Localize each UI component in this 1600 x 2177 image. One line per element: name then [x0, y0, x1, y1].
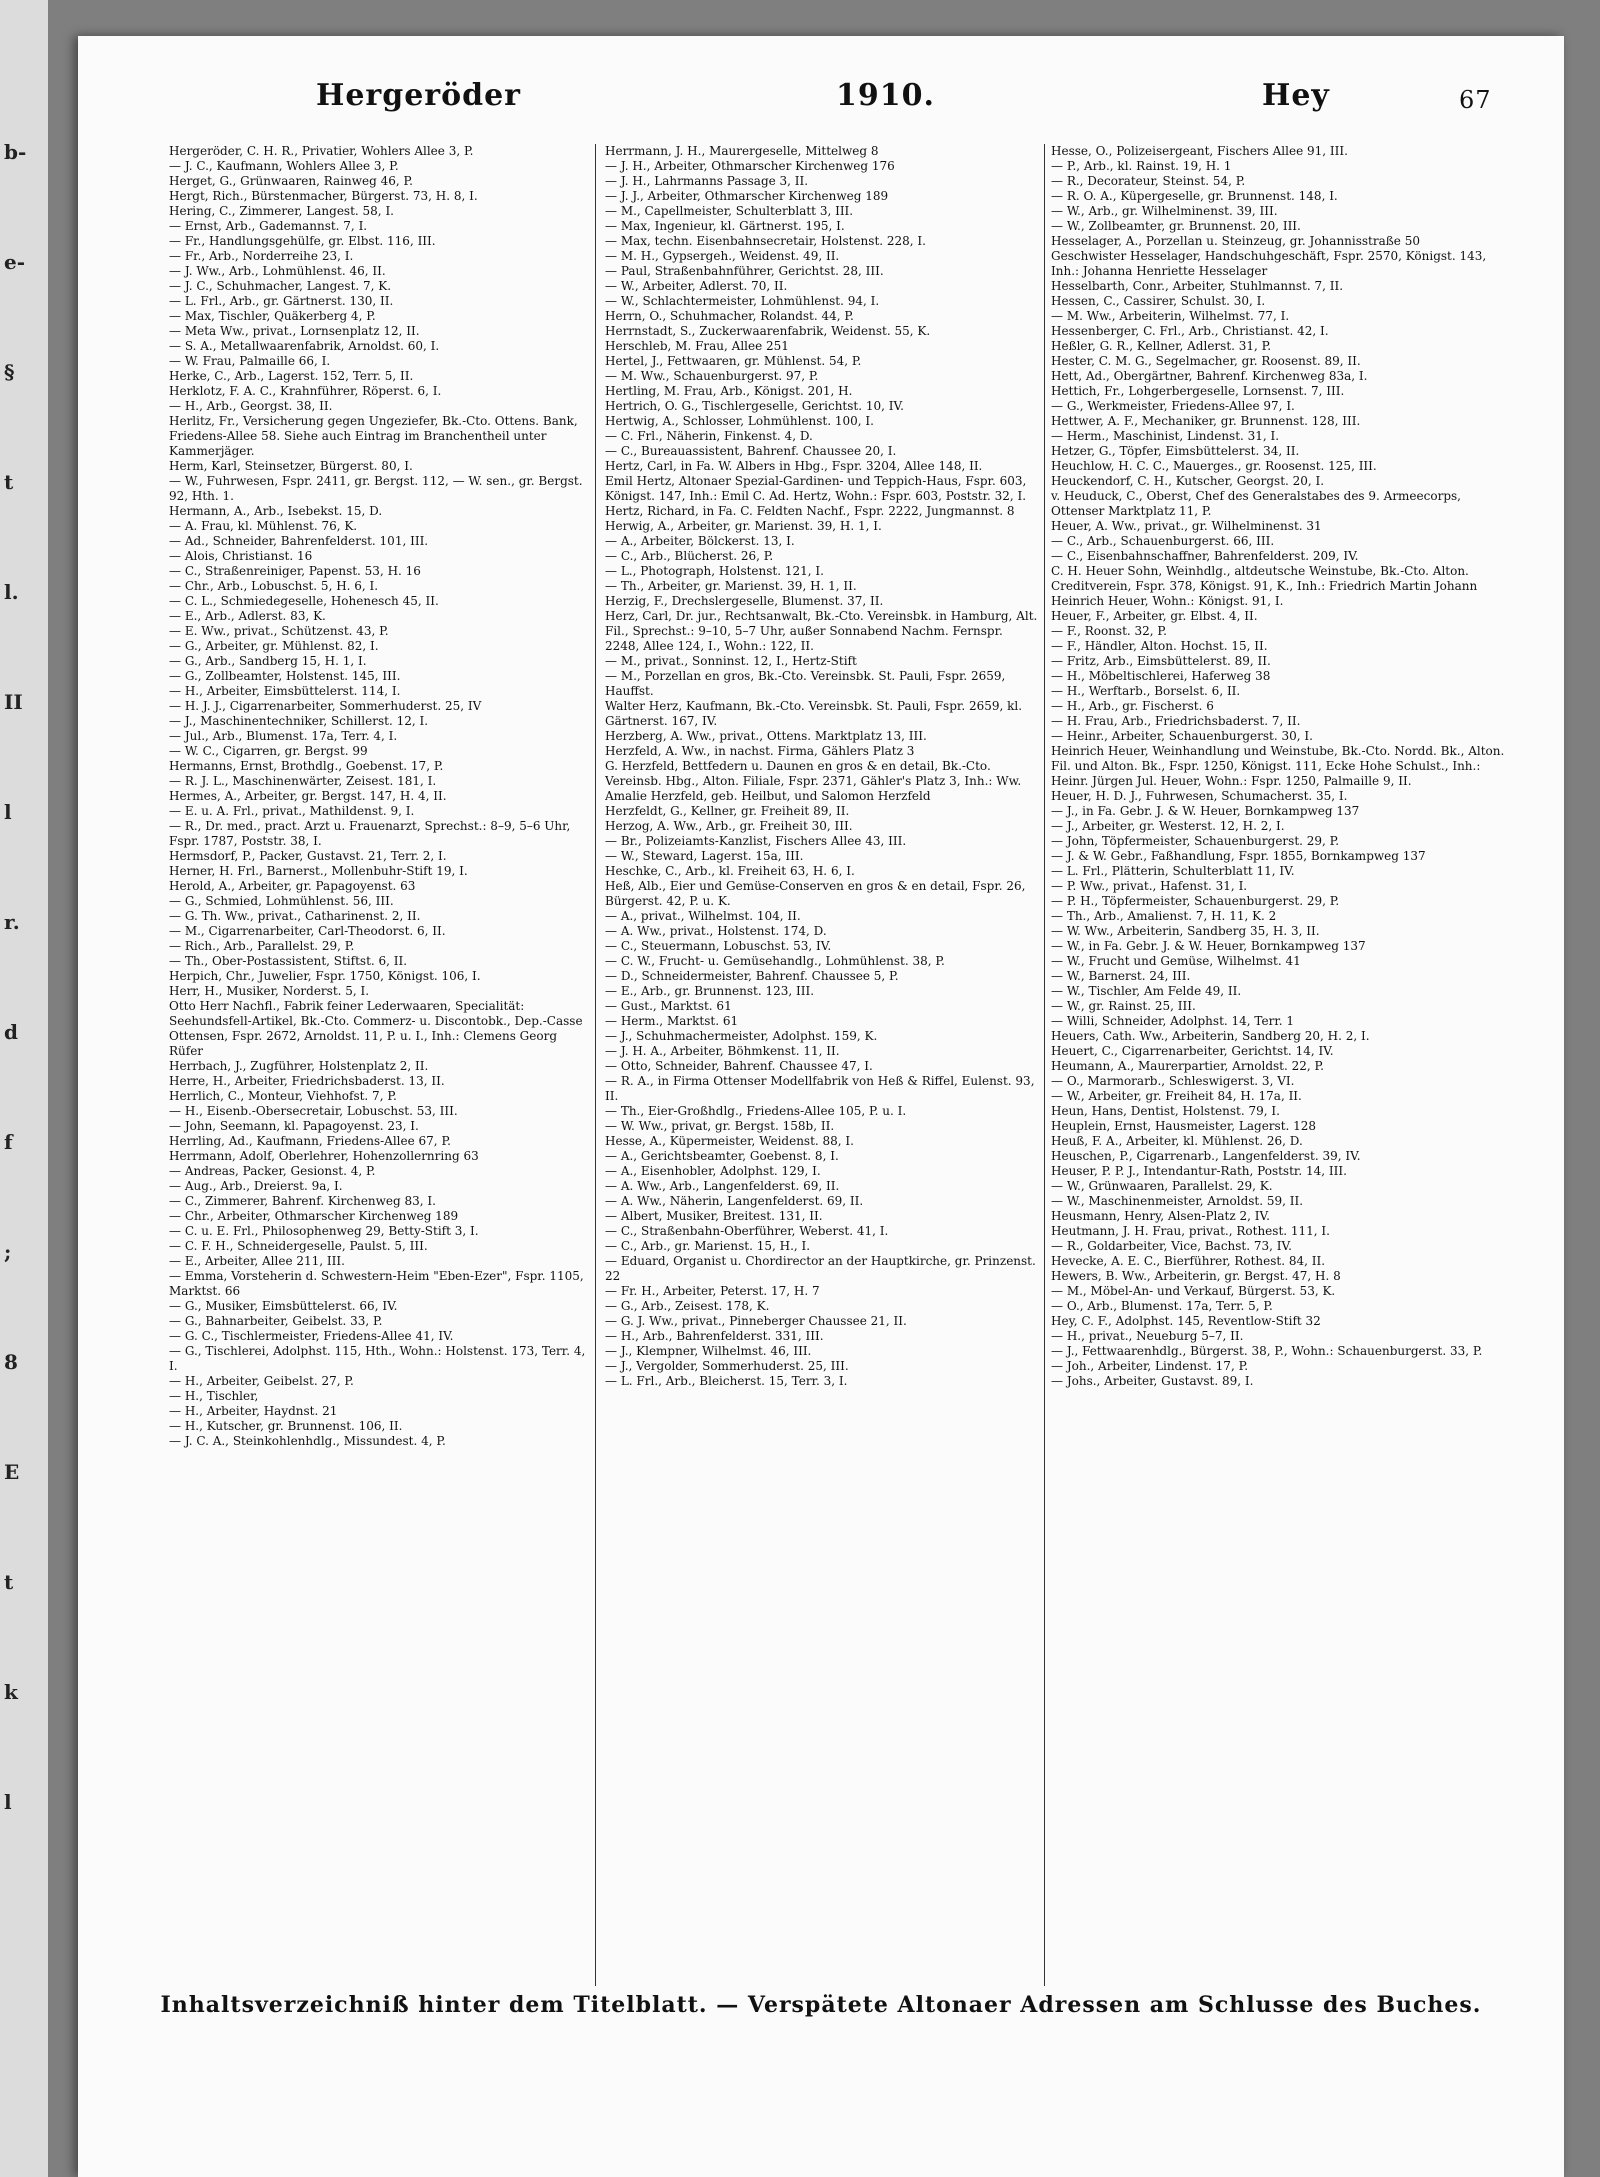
directory-entry: Herm, Karl, Steinsetzer, Bürgerst. 80, I.	[169, 459, 413, 473]
directory-entry: Herpich, Chr., Juwelier, Fspr. 1750, Königst. 106, I.	[169, 969, 481, 983]
directory-entry: — W., Zollbeamter, gr. Brunnenst. 20, III.	[1051, 219, 1301, 233]
directory-entry: — L. Frl., Arb., Bleicherst. 15, Terr. 3, I.	[605, 1374, 848, 1388]
directory-entry: v. Heuduck, C., Oberst, Chef des Generalstabes des 9. Armeecorps, Ottenser Marktplatz 11, P.	[1051, 489, 1461, 518]
directory-entry: Herzig, F., Drechslergeselle, Blumenst. 37, II.	[605, 594, 884, 608]
directory-entry: — M., Cigarrenarbeiter, Carl-Theodorst. 6, II.	[169, 924, 446, 938]
directory-entry: Herner, H. Frl., Barnerst., Mollenbuhr-Stift 19, I.	[169, 864, 468, 878]
directory-entry: — E., Arb., gr. Brunnenst. 123, III.	[605, 984, 815, 998]
directory-entry: Herz, Carl, Dr. jur., Rechtsanwalt, Bk.-Cto. Vereinsbk. in Hamburg, Alt. Fil., Sprechst.: 9–10, 5–7 Uhr, außer Sonnabend Nachm. Fernspr. 2248, Allee 124, I., Wohn.: 122, II.	[605, 609, 1038, 653]
directory-entry: — R., Goldarbeiter, Vice, Bachst. 73, IV.	[1051, 1239, 1292, 1253]
directory-entry: — Th., Ober-Postassistent, Stiftst. 6, II.	[169, 954, 408, 968]
directory-entry: — E. Ww., privat., Schützenst. 43, P.	[169, 624, 389, 638]
directory-entry: — C., Straßenreiniger, Papenst. 53, H. 16	[169, 564, 421, 578]
directory-entry: Herrling, Ad., Kaufmann, Friedens-Allee 67, P.	[169, 1134, 451, 1148]
margin-fragment: II	[4, 690, 23, 714]
directory-entry: Hergeröder, C. H. R., Privatier, Wohlers Allee 3, P.	[169, 144, 474, 158]
directory-entry: — Br., Polizeiamts-Kanzlist, Fischers Allee 43, III.	[605, 834, 907, 848]
directory-entry: Heßler, G. R., Kellner, Adlerst. 31, P.	[1051, 339, 1272, 353]
directory-entry: Herrmann, Adolf, Oberlehrer, Hohenzollernring 63	[169, 1149, 479, 1163]
directory-entry: — C., Arb., Blücherst. 26, P.	[605, 549, 774, 563]
directory-entry: — R., Decorateur, Steinst. 54, P.	[1051, 174, 1246, 188]
directory-entry: — C. u. E. Frl., Philosophenweg 29, Betty-Stift 3, I.	[169, 1224, 479, 1238]
directory-entry: Hering, C., Zimmerer, Langest. 58, I.	[169, 204, 394, 218]
header-first-name: Hergeröder	[316, 78, 521, 113]
directory-entry: Otto Herr Nachfl., Fabrik feiner Lederwaaren, Specialität: Seehundsfell-Artikel, Bk.-Cto. Commerz- u. Discontobk., Dep.-Casse Ottensen, Fspr. 2672, Arnoldst. 11, P. u. I., Inh.: Clemens Georg Rüfer	[169, 999, 583, 1058]
directory-entry: — H., Eisenb.-Obersecretair, Lobuschst. 53, III.	[169, 1104, 458, 1118]
directory-entry: Hettwer, A. F., Mechaniker, gr. Brunnenst. 128, III.	[1051, 414, 1361, 428]
directory-entry: — A. Ww., Arb., Langenfelderst. 69, II.	[605, 1179, 840, 1193]
directory-entry: Geschwister Hesselager, Handschuhgeschäft, Fspr. 2570, Königst. 143, Inh.: Johanna Henriette Hesselager	[1051, 249, 1487, 278]
directory-entry: — C. L., Schmiedegeselle, Hohenesch 45, II.	[169, 594, 439, 608]
directory-entry: — M. Ww., Arbeiterin, Wilhelmst. 77, I.	[1051, 309, 1290, 323]
directory-entry: — J. & W. Gebr., Faßhandlung, Fspr. 1855, Bornkampweg 137	[1051, 849, 1426, 863]
directory-entry: Hertz, Richard, in Fa. C. Feldten Nachf., Fspr. 2222, Jungmannst. 8	[605, 504, 1015, 518]
directory-entry: — C. W., Frucht- u. Gemüsehandlg., Lohmühlenst. 38, P.	[605, 954, 945, 968]
directory-entry: — W., Schlachtermeister, Lohmühlenst. 94, I.	[605, 294, 880, 308]
directory-entry: G. Herzfeld, Bettfedern u. Daunen en gros & en detail, Bk.-Cto. Vereinsb. Hbg., Alton. Filiale, Fspr. 2371, Gähler's Platz 3, Inh.: Ww. Amalie Herzfeld, geb. Heilbut, und Salomon Herzfeld	[605, 759, 1022, 803]
directory-entry: — Th., Arb., Amalienst. 7, H. 11, K. 2	[1051, 909, 1277, 923]
directory-entry: — L. Frl., Plätterin, Schulterblatt 11, IV.	[1051, 864, 1295, 878]
header-last-name: Hey	[1262, 78, 1330, 113]
directory-entry: — J., Maschinentechniker, Schillerst. 12, I.	[169, 714, 429, 728]
directory-entry: — Ad., Schneider, Bahrenfelderst. 101, III.	[169, 534, 429, 548]
directory-entry: — J., Klempner, Wilhelmst. 46, III.	[605, 1344, 812, 1358]
directory-entry: — W., Steward, Lagerst. 15a, III.	[605, 849, 804, 863]
directory-entry: — Th., Eier-Großhdlg., Friedens-Allee 105, P. u. I.	[605, 1104, 907, 1118]
directory-entry: Hesse, O., Polizeisergeant, Fischers Allee 91, III.	[1051, 144, 1348, 158]
directory-entry: — G., Bahnarbeiter, Geibelst. 33, P.	[169, 1314, 383, 1328]
page-footer: Inhaltsverzeichniß hinter dem Titelblatt. — Verspätete Altonaer Adressen am Schlusse des Buches.	[160, 1992, 1482, 2018]
directory-entry: — A., Arbeiter, Bölckerst. 13, I.	[605, 534, 795, 548]
directory-entry: Hevecke, A. E. C., Bierführer, Rothest. 84, II.	[1051, 1254, 1326, 1268]
directory-entry: — W. Frau, Palmaille 66, I.	[169, 354, 331, 368]
directory-entry: — M., privat., Sonninst. 12, I., Hertz-Stift	[605, 654, 857, 668]
directory-entry: — M., Möbel-An- und Verkauf, Bürgerst. 53, K.	[1051, 1284, 1336, 1298]
directory-entry: — G., Schmied, Lohmühlenst. 56, III.	[169, 894, 394, 908]
directory-entry: Hesselager, A., Porzellan u. Steinzeug, gr. Johannisstraße 50	[1051, 234, 1420, 248]
directory-entry: — E. u. A. Frl., privat., Mathildenst. 9, I.	[169, 804, 415, 818]
directory-entry: Hesselbarth, Conr., Arbeiter, Stuhlmannst. 7, II.	[1051, 279, 1344, 293]
directory-entry: Herschleb, M. Frau, Allee 251	[605, 339, 789, 353]
directory-entry: Heschke, C., Arb., kl. Freiheit 63, H. 6, I.	[605, 864, 855, 878]
directory-entry: — J. C., Kaufmann, Wohlers Allee 3, P.	[169, 159, 399, 173]
page-number: 67	[1459, 86, 1492, 114]
directory-entry: Heuer, H. D. J., Fuhrwesen, Schumacherst. 35, I.	[1051, 789, 1348, 803]
directory-page	[78, 36, 1564, 2177]
directory-entry: — Jul., Arb., Blumenst. 17a, Terr. 4, I.	[169, 729, 398, 743]
directory-entry: — Gust., Marktst. 61	[605, 999, 732, 1013]
margin-fragment: t	[4, 1570, 14, 1594]
directory-entry: — C., Bureauassistent, Bahrenf. Chaussee 20, I.	[605, 444, 897, 458]
directory-entry: Herr, H., Musiker, Norderst. 5, I.	[169, 984, 370, 998]
directory-entry: — Fr. H., Arbeiter, Peterst. 17, H. 7	[605, 1284, 820, 1298]
directory-entry: — M. H., Gypsergeh., Weidenst. 49, II.	[605, 249, 840, 263]
directory-entry: — H. Frau, Arb., Friedrichsbaderst. 7, II.	[1051, 714, 1301, 728]
directory-entry: — W., Barnerst. 24, III.	[1051, 969, 1191, 983]
directory-entry: Hermsdorf, P., Packer, Gustavst. 21, Terr. 2, I.	[169, 849, 447, 863]
directory-entry: Herrnstadt, S., Zuckerwaarenfabrik, Weidenst. 55, K.	[605, 324, 931, 338]
directory-entry: — M., Porzellan en gros, Bk.-Cto. Vereinsbk. St. Pauli, Fspr. 2659, Hauffst.	[605, 669, 1006, 698]
directory-entry: — H., Arbeiter, Eimsbüttelerst. 114, I.	[169, 684, 401, 698]
directory-entry: Hertling, M. Frau, Arb., Königst. 201, H.	[605, 384, 853, 398]
margin-fragment: E	[4, 1460, 20, 1484]
directory-entry: Heumann, A., Maurerpartier, Arnoldst. 22, P.	[1051, 1059, 1324, 1073]
directory-entry: — C. Frl., Näherin, Finkenst. 4, D.	[605, 429, 813, 443]
directory-entry: Hey, C. F., Adolphst. 145, Reventlow-Stift 32	[1051, 1314, 1321, 1328]
column-rule	[595, 144, 596, 1986]
directory-entry: — J. C., Schuhmacher, Langest. 7, K.	[169, 279, 392, 293]
directory-entry: — W. Ww., Arbeiterin, Sandberg 35, H. 3, II.	[1051, 924, 1320, 938]
directory-entry: — W., Arb., gr. Wilhelminenst. 39, III.	[1051, 204, 1278, 218]
directory-entry: Walter Herz, Kaufmann, Bk.-Cto. Vereinsbk. St. Pauli, Fspr. 2659, kl. Gärtnerst. 167, IV.	[605, 699, 1023, 728]
margin-fragment: b-	[4, 140, 27, 164]
directory-entry: Hett, Ad., Obergärtner, Bahrenf. Kirchenweg 83a, I.	[1051, 369, 1368, 383]
directory-entry: — F., Roonst. 32, P.	[1051, 624, 1167, 638]
directory-entry: — J., Schuhmachermeister, Adolphst. 159, K.	[605, 1029, 878, 1043]
directory-entry: — A., Gerichtsbeamter, Goebenst. 8, I.	[605, 1149, 839, 1163]
directory-entry: — C., Arb., gr. Marienst. 15, H., I.	[605, 1239, 811, 1253]
directory-entry: — J. H. A., Arbeiter, Böhmkenst. 11, II.	[605, 1044, 840, 1058]
directory-entry: Hessenberger, C. Frl., Arb., Christianst. 42, I.	[1051, 324, 1329, 338]
directory-entry: Heuers, Cath. Ww., Arbeiterin, Sandberg 20, H. 2, I.	[1051, 1029, 1370, 1043]
directory-entry: — J., Fettwaarenhdlg., Bürgerst. 38, P., Wohn.: Schauenburgerst. 33, P.	[1051, 1344, 1483, 1358]
directory-entry: — G., Zollbeamter, Holstenst. 145, III.	[169, 669, 401, 683]
directory-entry: — H., Kutscher, gr. Brunnenst. 106, II.	[169, 1419, 403, 1433]
directory-entry: — Alois, Christianst. 16	[169, 549, 313, 563]
directory-entry: Hettich, Fr., Lohgerbergeselle, Lornsenst. 7, III.	[1051, 384, 1345, 398]
directory-entry: — C., Eisenbahnschaffner, Bahrenfelderst. 209, IV.	[1051, 549, 1359, 563]
directory-entry: — J., Vergolder, Sommerhuderst. 25, III.	[605, 1359, 849, 1373]
margin-fragment: ;	[4, 1240, 12, 1264]
directory-entry: Hermann, A., Arb., Isebekst. 15, D.	[169, 504, 383, 518]
directory-entry: — Andreas, Packer, Gesionst. 4, P.	[169, 1164, 376, 1178]
directory-entry: — P. H., Töpfermeister, Schauenburgerst. 29, P.	[1051, 894, 1340, 908]
directory-entry: — Ernst, Arb., Gademannst. 7, I.	[169, 219, 368, 233]
directory-entry: Emil Hertz, Altonaer Spezial-Gardinen- und Teppich-Haus, Fspr. 603, Königst. 147, Inh.: Emil C. Ad. Hertz, Wohn.: Fspr. 603, Poststr. 32, I.	[605, 474, 1027, 503]
column-1	[169, 144, 591, 1986]
directory-entry: — H., Arb., gr. Fischerst. 6	[1051, 699, 1214, 713]
directory-entry: Herke, C., Arb., Lagerst. 152, Terr. 5, II.	[169, 369, 414, 383]
directory-entry: — Max, Ingenieur, kl. Gärtnerst. 195, I.	[605, 219, 845, 233]
directory-entry: Heuß, F. A., Arbeiter, kl. Mühlenst. 26, D.	[1051, 1134, 1303, 1148]
directory-entry: — C., Straßenbahn-Oberführer, Weberst. 41, I.	[605, 1224, 889, 1238]
directory-entry: Hermes, A., Arbeiter, gr. Bergst. 147, H. 4, II.	[169, 789, 447, 803]
directory-entry: — John, Seemann, kl. Papagoyenst. 23, I.	[169, 1119, 419, 1133]
directory-entry: Heusmann, Henry, Alsen-Platz 2, IV.	[1051, 1209, 1270, 1223]
page-header	[164, 76, 1500, 130]
directory-entry: Herre, H., Arbeiter, Friedrichsbaderst. 13, II.	[169, 1074, 445, 1088]
directory-entry: — Aug., Arb., Dreierst. 9a, I.	[169, 1179, 343, 1193]
directory-entry: — J. J., Arbeiter, Othmarscher Kirchenweg 189	[605, 189, 889, 203]
directory-entry: Herlitz, Fr., Versicherung gegen Ungeziefer, Bk.-Cto. Ottens. Bank, Friedens-Allee 58. Siehe auch Eintrag im Branchentheil unter Kammerjäger.	[169, 414, 578, 458]
directory-entry: — Emma, Vorsteherin d. Schwestern-Heim "Eben-Ezer", Fspr. 1105, Marktst. 66	[169, 1269, 584, 1298]
directory-entry: Herrlich, C., Monteur, Viehhofst. 7, P.	[169, 1089, 397, 1103]
directory-entry: — Paul, Straßenbahnführer, Gerichtst. 28, III.	[605, 264, 884, 278]
directory-entry: Herrbach, J., Zugführer, Holstenplatz 2, II.	[169, 1059, 429, 1073]
directory-entry: — H., Arb., Bahrenfelderst. 331, III.	[605, 1329, 824, 1343]
directory-entry: — Herm., Maschinist, Lindenst. 31, I.	[1051, 429, 1280, 443]
directory-entry: Heutmann, J. H. Frau, privat., Rothest. 111, I.	[1051, 1224, 1330, 1238]
directory-entry: — A. Ww., privat., Holstenst. 174, D.	[605, 924, 827, 938]
directory-entry: Hergt, Rich., Bürstenmacher, Bürgerst. 73, H. 8, I.	[169, 189, 478, 203]
directory-entry: — W., Frucht und Gemüse, Wilhelmst. 41	[1051, 954, 1301, 968]
directory-entry: — H., Arbeiter, Geibelst. 27, P.	[169, 1374, 354, 1388]
directory-entry: — H., Werftarb., Borselst. 6, II.	[1051, 684, 1241, 698]
directory-entry: C. H. Heuer Sohn, Weinhdlg., altdeutsche Weinstube, Bk.-Cto. Alton. Creditverein, Fspr. 378, Königst. 91, K., Inh.: Friedrich Martin Johann Heinrich Heuer, Wohn.: Königst. 91, I.	[1051, 564, 1478, 608]
directory-entry: — W., Grünwaaren, Parallelst. 29, K.	[1051, 1179, 1273, 1193]
directory-entry: Heuplein, Ernst, Hausmeister, Lagerst. 128	[1051, 1119, 1317, 1133]
directory-entry: — P., Arb., kl. Rainst. 19, H. 1	[1051, 159, 1232, 173]
directory-entry: — O., Arb., Blumenst. 17a, Terr. 5, P.	[1051, 1299, 1273, 1313]
directory-entry: Herzfeld, A. Ww., in nachst. Firma, Gählers Platz 3	[605, 744, 915, 758]
directory-entry: — H., Möbeltischlerei, Haferweg 38	[1051, 669, 1271, 683]
margin-fragment: f	[4, 1130, 13, 1154]
directory-entry: Heuer, A. Ww., privat., gr. Wilhelminenst. 31	[1051, 519, 1322, 533]
column-rule	[1044, 144, 1045, 1986]
directory-entry: Hewers, B. Ww., Arbeiterin, gr. Bergst. 47, H. 8	[1051, 1269, 1341, 1283]
margin-fragment: l	[4, 1790, 12, 1814]
directory-entry: — J. C. A., Steinkohlenhdlg., Missundest. 4, P.	[169, 1434, 446, 1448]
directory-entry: — H., privat., Neueburg 5–7, II.	[1051, 1329, 1244, 1343]
directory-entry: Herget, G., Grünwaaren, Rainweg 46, P.	[169, 174, 413, 188]
directory-entry: — J. H., Arbeiter, Othmarscher Kirchenweg 176	[605, 159, 895, 173]
directory-entry: Heuert, C., Cigarrenarbeiter, Gerichtst. 14, IV.	[1051, 1044, 1334, 1058]
directory-entry: — C., Zimmerer, Bahrenf. Kirchenweg 83, I.	[169, 1194, 436, 1208]
directory-entry: — R. A., in Firma Ottenser Modellfabrik von Heß & Riffel, Eulenst. 93, II.	[605, 1074, 1035, 1103]
column-2	[605, 144, 1039, 1986]
margin-fragment: §	[4, 360, 15, 384]
directory-entry: — Max, Tischler, Quäkerberg 4, P.	[169, 309, 376, 323]
directory-entry: — Albert, Musiker, Breitest. 131, II.	[605, 1209, 823, 1223]
directory-entry: Herzfeldt, G., Kellner, gr. Freiheit 89, II.	[605, 804, 850, 818]
directory-entry: Hertwig, A., Schlosser, Lohmühlenst. 100, I.	[605, 414, 874, 428]
directory-entry: — C. F. H., Schneidergeselle, Paulst. 5, III.	[169, 1239, 428, 1253]
directory-entry: Hertrich, O. G., Tischlergeselle, Gerichtst. 10, IV.	[605, 399, 904, 413]
directory-entry: Hermanns, Ernst, Brothdlg., Goebenst. 17, P.	[169, 759, 444, 773]
directory-entry: — L., Photograph, Holstenst. 121, I.	[605, 564, 824, 578]
directory-entry: — D., Schneidermeister, Bahrenf. Chaussee 5, P.	[605, 969, 899, 983]
directory-entry: — C., Arb., Schauenburgerst. 66, III.	[1051, 534, 1275, 548]
directory-entry: — W., gr. Rainst. 25, III.	[1051, 999, 1196, 1013]
directory-entry: Herrn, O., Schuhmacher, Rolandst. 44, P.	[605, 309, 854, 323]
directory-entry: — G., Tischlerei, Adolphst. 115, Hth., Wohn.: Holstenst. 173, Terr. 4, I.	[169, 1344, 586, 1373]
directory-entry: — Fr., Arb., Norderreihe 23, I.	[169, 249, 354, 263]
directory-entry: — P. Ww., privat., Hafenst. 31, I.	[1051, 879, 1248, 893]
directory-entry: Heun, Hans, Dentist, Holstenst. 79, I.	[1051, 1104, 1280, 1118]
directory-entry: — Rich., Arb., Parallelst. 29, P.	[169, 939, 355, 953]
directory-entry: — H., Tischler,	[169, 1389, 259, 1403]
directory-entry: Heuer, F., Arbeiter, gr. Elbst. 4, II.	[1051, 609, 1258, 623]
directory-entry: — G., Musiker, Eimsbüttelerst. 66, IV.	[169, 1299, 398, 1313]
directory-entry: Herrmann, J. H., Maurergeselle, Mittelweg 8	[605, 144, 879, 158]
header-year: 1910.	[836, 78, 935, 113]
directory-entry: — Fr., Handlungsgehülfe, gr. Elbst. 116, III.	[169, 234, 436, 248]
directory-entry: — W., Fuhrwesen, Fspr. 2411, gr. Bergst. 112, — W. sen., gr. Bergst. 92, Hth. 1.	[169, 474, 583, 503]
directory-entry: Hertz, Carl, in Fa. W. Albers in Hbg., Fspr. 3204, Allee 148, II.	[605, 459, 983, 473]
directory-entry: — Johs., Arbeiter, Gustavst. 89, I.	[1051, 1374, 1254, 1388]
directory-entry: — J. Ww., Arb., Lohmühlenst. 46, II.	[169, 264, 386, 278]
directory-entry: — Th., Arbeiter, gr. Marienst. 39, H. 1, II.	[605, 579, 857, 593]
directory-entry: — G., Arb., Zeisest. 178, K.	[605, 1299, 770, 1313]
directory-entry: — A., privat., Wilhelmst. 104, II.	[605, 909, 801, 923]
directory-entry: — O., Marmorarb., Schleswigerst. 3, VI.	[1051, 1074, 1295, 1088]
directory-entry: — G., Arb., Sandberg 15, H. 1, I.	[169, 654, 367, 668]
directory-entry: — C., Steuermann, Lobuschst. 53, IV.	[605, 939, 832, 953]
directory-entry: — R., Dr. med., pract. Arzt u. Frauenarzt, Sprechst.: 8–9, 5–6 Uhr, Fspr. 1787, Poststr. 38, I.	[169, 819, 571, 848]
margin-fragment: e-	[4, 250, 26, 274]
directory-entry: — Heinr., Arbeiter, Schauenburgerst. 30, I.	[1051, 729, 1313, 743]
directory-entry: — M. Ww., Schauenburgerst. 97, P.	[605, 369, 819, 383]
directory-entry: — A. Frau, kl. Mühlenst. 76, K.	[169, 519, 358, 533]
directory-entry: — R. J. L., Maschinenwärter, Zeisest. 181, I.	[169, 774, 437, 788]
directory-entry: — W., Maschinenmeister, Arnoldst. 59, II.	[1051, 1194, 1304, 1208]
directory-entry: — H. J. J., Cigarrenarbeiter, Sommerhuderst. 25, IV	[169, 699, 482, 713]
directory-entry: — Fritz, Arb., Eimsbüttelerst. 89, II.	[1051, 654, 1271, 668]
directory-entry: Heuschen, P., Cigarrenarb., Langenfelderst. 39, IV.	[1051, 1149, 1361, 1163]
directory-entry: — J., Arbeiter, gr. Westerst. 12, H. 2, I.	[1051, 819, 1285, 833]
directory-entry: — G., Werkmeister, Friedens-Allee 97, I.	[1051, 399, 1295, 413]
directory-entry: — W. Ww., privat, gr. Bergst. 158b, II.	[605, 1119, 835, 1133]
directory-entry: Herzog, A. Ww., Arb., gr. Freiheit 30, III.	[605, 819, 853, 833]
directory-entry: Herklotz, F. A. C., Krahnführer, Röperst. 6, I.	[169, 384, 442, 398]
directory-entry: — W., Arbeiter, Adlerst. 70, II.	[605, 279, 788, 293]
directory-entry: — H., Arbeiter, Haydnst. 21	[169, 1404, 338, 1418]
directory-entry: — Chr., Arb., Lobuschst. 5, H. 6, I.	[169, 579, 379, 593]
directory-entry: — Max, techn. Eisenbahnsecretair, Holstenst. 228, I.	[605, 234, 926, 248]
directory-entry: Heß, Alb., Eier und Gemüse-Conserven en gros & en detail, Fspr. 26, Bürgerst. 42, P. u. K.	[605, 879, 1026, 908]
directory-entry: — Chr., Arbeiter, Othmarscher Kirchenweg 189	[169, 1209, 459, 1223]
directory-entry: — G. Th. Ww., privat., Catharinenst. 2, II.	[169, 909, 421, 923]
margin-fragment: d	[4, 1020, 18, 1044]
margin-fragment: k	[4, 1680, 18, 1704]
directory-entry: Heuckendorf, C. H., Kutscher, Georgst. 20, I.	[1051, 474, 1325, 488]
directory-entry: — G., Arbeiter, gr. Mühlenst. 82, I.	[169, 639, 379, 653]
margin-fragment: 8	[4, 1350, 18, 1374]
directory-entry: — W. C., Cigarren, gr. Bergst. 99	[169, 744, 368, 758]
margin-fragment: l	[4, 800, 12, 824]
directory-entry: — S. A., Metallwaarenfabrik, Arnoldst. 60, I.	[169, 339, 440, 353]
directory-entry: — Joh., Arbeiter, Lindenst. 17, P.	[1051, 1359, 1249, 1373]
directory-entry: — W., Tischler, Am Felde 49, II.	[1051, 984, 1242, 998]
directory-entry: — Eduard, Organist u. Chordirector an der Hauptkirche, gr. Prinzenst. 22	[605, 1254, 1036, 1283]
directory-entry: — W., Arbeiter, gr. Freiheit 84, H. 17a, II.	[1051, 1089, 1302, 1103]
column-3	[1051, 144, 1507, 1986]
directory-entry: Herwig, A., Arbeiter, gr. Marienst. 39, H. 1, I.	[605, 519, 882, 533]
directory-entry: Hetzer, G., Töpfer, Eimsbüttelerst. 34, II.	[1051, 444, 1300, 458]
directory-entry: — E., Arbeiter, Allee 211, III.	[169, 1254, 345, 1268]
margin-fragment: t	[4, 470, 14, 494]
directory-entry: Hesse, A., Küpermeister, Weidenst. 88, I.	[605, 1134, 854, 1148]
directory-entry: — Herm., Marktst. 61	[605, 1014, 739, 1028]
margin-fragment: r.	[4, 910, 20, 934]
margin-fragment: l.	[4, 580, 19, 604]
directory-entry: Hertel, J., Fettwaaren, gr. Mühlenst. 54, P.	[605, 354, 862, 368]
adjacent-page-strip	[0, 0, 48, 2177]
directory-entry: Herzberg, A. Ww., privat., Ottens. Marktplatz 13, III.	[605, 729, 927, 743]
directory-columns	[167, 144, 1507, 1986]
directory-entry: — John, Töpfermeister, Schauenburgerst. 29, P.	[1051, 834, 1340, 848]
directory-entry: — H., Arb., Georgst. 38, II.	[169, 399, 333, 413]
directory-entry: — A., Eisenhobler, Adolphst. 129, I.	[605, 1164, 821, 1178]
directory-entry: — J. H., Lahrmanns Passage 3, II.	[605, 174, 809, 188]
directory-entry: — J., in Fa. Gebr. J. & W. Heuer, Bornkampweg 137	[1051, 804, 1360, 818]
directory-entry: Hessen, C., Cassirer, Schulst. 30, I.	[1051, 294, 1266, 308]
directory-entry: — L. Frl., Arb., gr. Gärtnerst. 130, II.	[169, 294, 394, 308]
directory-entry: — G. C., Tischlermeister, Friedens-Allee 41, IV.	[169, 1329, 454, 1343]
directory-entry: — R. O. A., Küpergeselle, gr. Brunnenst. 148, I.	[1051, 189, 1338, 203]
directory-entry: Herold, A., Arbeiter, gr. Papagoyenst. 63	[169, 879, 416, 893]
directory-entry: — E., Arb., Adlerst. 83, K.	[169, 609, 326, 623]
directory-entry: Heuser, P. P. J., Intendantur-Rath, Poststr. 14, III.	[1051, 1164, 1347, 1178]
directory-entry: — G. J. Ww., privat., Pinneberger Chaussee 21, II.	[605, 1314, 907, 1328]
directory-entry: Hester, C. M. G., Segelmacher, gr. Roosenst. 89, II.	[1051, 354, 1361, 368]
directory-entry: — Meta Ww., privat., Lornsenplatz 12, II.	[169, 324, 420, 338]
directory-entry: — A. Ww., Näherin, Langenfelderst. 69, II.	[605, 1194, 864, 1208]
directory-entry: — M., Capellmeister, Schulterblatt 3, III.	[605, 204, 854, 218]
directory-entry: — W., in Fa. Gebr. J. & W. Heuer, Bornkampweg 137	[1051, 939, 1366, 953]
directory-entry: Heinrich Heuer, Weinhandlung und Weinstube, Bk.-Cto. Nordd. Bk., Alton. Fil. und Alton. Bk., Fspr. 1250, Königst. 111, Ecke Hohe Schulst., Inh.: Heinr. Jürgen Jul. Heuer, Wohn.: Fspr. 1250, Palmaille 9, II.	[1051, 744, 1505, 788]
directory-entry: — F., Händler, Alton. Hochst. 15, II.	[1051, 639, 1268, 653]
directory-entry: Heuchlow, H. C. C., Mauerges., gr. Roosenst. 125, III.	[1051, 459, 1377, 473]
directory-entry: — Otto, Schneider, Bahrenf. Chaussee 47, I.	[605, 1059, 873, 1073]
directory-entry: — Willi, Schneider, Adolphst. 14, Terr. 1	[1051, 1014, 1295, 1028]
